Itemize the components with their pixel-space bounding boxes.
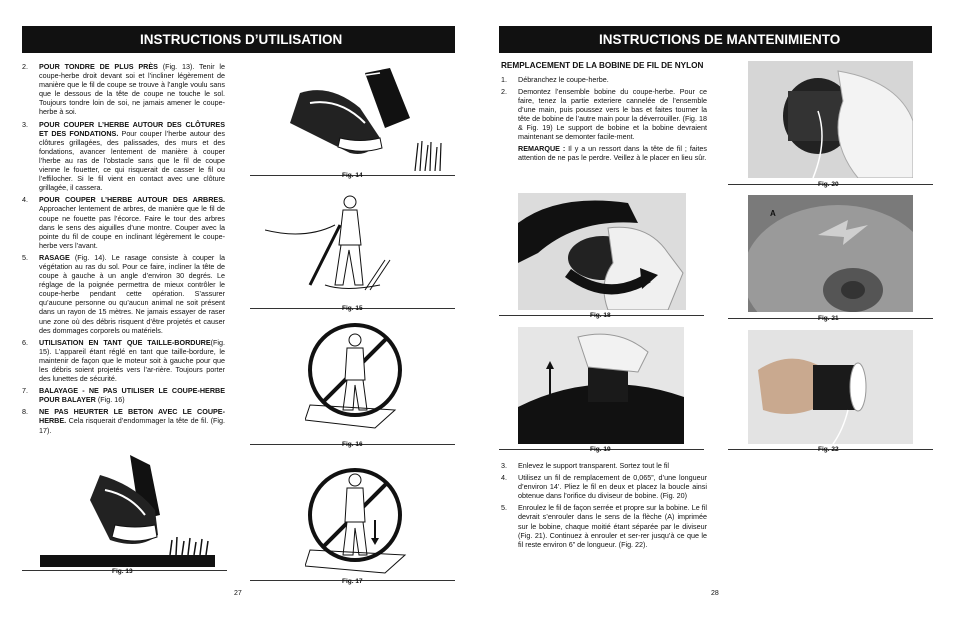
- item-number: 2.: [22, 62, 28, 71]
- list-item: [22, 195, 225, 250]
- list-item: [501, 503, 707, 548]
- fig21-label: Fig. 21: [818, 315, 839, 322]
- item-number: 3.: [22, 119, 28, 129]
- fig16-label: Fig. 16: [342, 441, 363, 448]
- fig22-label: Fig. 22: [818, 446, 839, 453]
- page-number-left: 27: [234, 590, 242, 597]
- fig20-label: Fig. 20: [818, 181, 839, 188]
- remark-label: REMARQUE :: [518, 144, 566, 154]
- item-text: (Fig. 16): [95, 395, 125, 405]
- item-text: (Fig. 14). Le rasage consiste à couper la végétation au ras du sol. Pour ce faire, incliner la tête de coupe à gauche à un angle d’environ 30 degrés. Le réglage de la poignée permettra de mieux contrôler le coupe-herbe pendant cette opération. S’assurer qu’aucune personne ou qu’aucun animal ne soit présent dans un rayon de 15 mètres. Ne jamais essayer de raser une zone où des débris risquent d’être projetés et causer des dommages corporels ou matériels.: [39, 252, 225, 335]
- item-text: Enroulez le fil de façon serrée et propre sur la bobine. Le fil devrait s’enrouler dans le sens de la flèche (A) imprimée sur le bobine, chaque moitié étant séparée par le diviseur (Fig. 21). Continuez à enrouler et ser-rer jusqu’à ce que le fil reste environ 6” de longueur. (Fig. 22).: [518, 503, 707, 549]
- item-text: Utilisez un fil de remplacement de 0,065”, d’une longueur d’environ 14’. Pliez le fil en deux et placez la boucle ainsi obtenue dans l’orifice du diviseur de bobine. (Fig. 20): [518, 473, 707, 501]
- item-number: 5.: [22, 252, 28, 262]
- item-number: 4.: [22, 195, 28, 205]
- subhead: REMPLACEMENT DE LA BOBINE DE FIL DE NYLON: [501, 61, 704, 70]
- list-item: [22, 386, 225, 404]
- item-text: Enlevez le support transparent. Sortez tout le fil: [518, 461, 670, 470]
- item-number: 6.: [22, 337, 28, 347]
- fig19-label: Fig. 19: [590, 446, 611, 453]
- list-item: [22, 120, 225, 193]
- fig18-photo: [518, 193, 686, 310]
- fig17-illustration: [305, 460, 415, 575]
- item-number: 5.: [501, 503, 507, 513]
- item-title: BALAYAGE - NE PAS UTILISER LE COUPE-HERBE POUR BALAYER: [39, 386, 225, 405]
- remark-text: Il y a un ressort dans la tête de fil ; faites attention de ne pas le perdre. Veillez à le placer en lieu sûr.: [518, 144, 707, 163]
- fig20-photo: [748, 61, 913, 178]
- section-banner-left: INSTRUCTIONS D’UTILISATION: [22, 26, 455, 53]
- item-number: 8.: [22, 407, 28, 417]
- item-title: POUR TONDRE DE PLUS PRÈS: [39, 62, 158, 71]
- item-text: (Fig. 15). L’appareil étant réglé en tant que taille-bordure, le maintenir de façon que le moteur soit à gauche pour que les débris soient projetés vers l’ar-rière. Toujours porter des lunettes de sécurité.: [39, 337, 225, 384]
- item-number: 4.: [501, 473, 507, 483]
- list-item: [501, 75, 707, 84]
- item-number: 1.: [501, 74, 507, 84]
- fig13-illustration: [40, 455, 215, 567]
- section-banner-right: INSTRUCTIONS DE MANTENIMIENTO: [499, 26, 932, 53]
- item-text: Cela risquerait d’endommager la tête de fil. (Fig. 17).: [39, 416, 225, 435]
- item-title: POUR COUPER L’HERBE AUTOUR DES ARBRES.: [39, 195, 225, 205]
- list-item: [22, 338, 225, 383]
- item-text: Pour couper l’herbe autour des clôtures grillagées, des palissades, des murs et des fondations, avancer lentement de manière à couper l’herbe au ras de l’obstacle sans que le fil de coupe vienne le fouetter, ce qui risquerait de casser le fil ou l’effilocher. Si le fil vient en contact avec une clôture grillagée, il cassera.: [39, 128, 225, 193]
- fig19-photo: [518, 327, 684, 444]
- item-number: 7.: [22, 386, 28, 396]
- list-item: [501, 87, 707, 142]
- list-item: [22, 407, 225, 434]
- item-text: Demontez l’ensemble bobine du coupe-herbe. Pour ce faire, tenez la partie exteriere cannelée de l’ensemble d’une main, puis poussez vers le bas et faites tourner la tête de bobine de l’autre main pour la déverrouiller. (Fig. 18 & Fig. 19) Le support de bobine et la bobine devraient maintenant se demonter facile-ment.: [518, 86, 707, 142]
- fig13-label: Fig. 13: [112, 568, 133, 575]
- item-number: 2.: [501, 86, 507, 96]
- list-item: [22, 253, 225, 335]
- list-item: [22, 62, 225, 117]
- item-text: Approacher lentement de arbres, de manière que le fil de coupe ne fouette pas l’écorce. Faire le tour des arbres dans le sens des aiguilles d’une montre. Couper avec la pointe du fil de coupe en inclinant légèrement le coupe-herbe vers l’avant.: [39, 204, 225, 250]
- right-instructions-bottom: [501, 461, 707, 552]
- left-instructions: [22, 62, 225, 438]
- item-text: Débranchez le coupe-herbe.: [518, 74, 609, 84]
- item-number: 3.: [501, 461, 507, 470]
- list-item: [501, 461, 707, 470]
- item-title: UTILISATION EN TANT QUE TAILLE-BORDURE: [39, 337, 211, 347]
- remark: [518, 144, 707, 162]
- fig18-label: Fig. 18: [590, 312, 611, 319]
- fig15-label: Fig. 15: [342, 305, 363, 312]
- page-number-right: 28: [711, 590, 719, 597]
- item-title: RASAGE: [39, 252, 70, 262]
- fig17-label: Fig. 17: [342, 578, 363, 585]
- right-instructions: [501, 61, 707, 165]
- fig16-illustration: [305, 320, 405, 430]
- fig14-label: Fig. 14: [342, 172, 363, 179]
- item-title: POUR COUPER L’HERBE AUTOUR DES CLÔTURES ET DES FONDATIONS.: [39, 119, 225, 138]
- fig22-photo: [748, 330, 913, 444]
- fig21-callout: A: [770, 209, 776, 218]
- fig14-illustration: [270, 63, 445, 171]
- list-item: [501, 473, 707, 500]
- fig21-photo: [748, 195, 913, 312]
- fig15-illustration: [265, 190, 395, 298]
- item-title: NE PAS HEURTER LE BETON AVEC LE COUPE-HERBE.: [39, 407, 225, 426]
- item-text: (Fig. 13). Tenir le coupe-herbe droit devant soi et l’incliner légèrement de manière que le fil de coupe se trouve à l’angle voulu sans que le dessous de la tête de coupe ne touche le sol. Toujours tondre loin de soi, ne jamais amener le coupe-herbe à soi.: [39, 62, 225, 117]
